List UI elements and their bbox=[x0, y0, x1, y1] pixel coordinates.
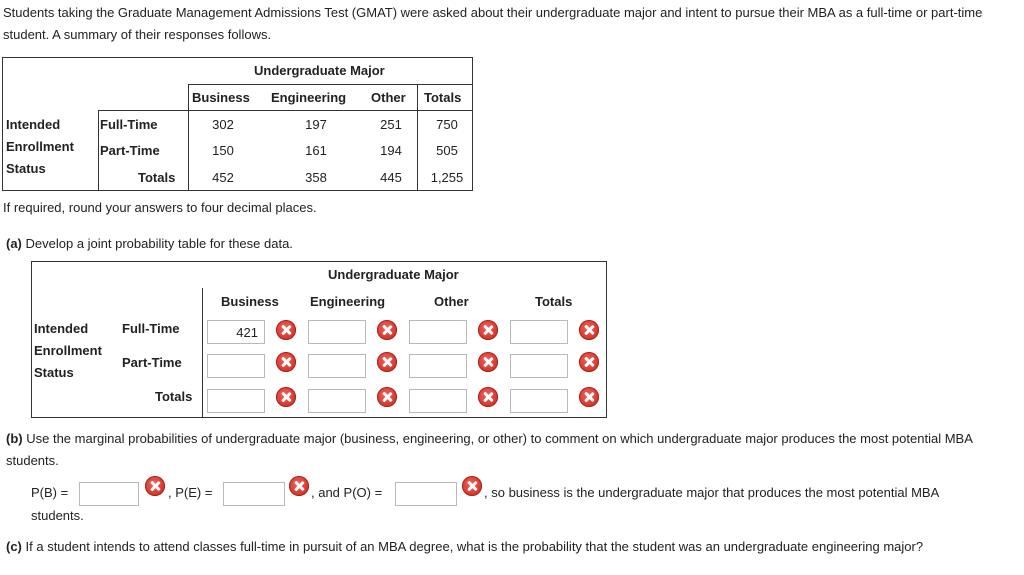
cell-ft-other: 251 bbox=[380, 117, 402, 132]
problem-intro: Students taking the Graduate Management Admissions Test (GMAT) were asked about their undergraduate major and intent to pursue their MBA as a full-time or part-time student. A summary of their responses follows. bbox=[3, 5, 983, 42]
po-label: , and P(O) = bbox=[311, 485, 383, 500]
table2-row-group-enrollment: Enrollment bbox=[34, 343, 102, 358]
rounding-note: If required, round your answers to four decimal places. bbox=[3, 200, 317, 215]
table2-data-left-divider bbox=[202, 288, 203, 418]
part-b-text: Use the marginal probabilities of undergraduate major (business, engineering, or other) to comment on which undergraduate major produces the most potential MBA students. bbox=[6, 431, 973, 468]
row-group-intended: Intended bbox=[6, 117, 61, 132]
pb-label: P(B) = bbox=[31, 485, 69, 500]
incorrect-x-icon bbox=[478, 320, 498, 340]
po-input[interactable] bbox=[395, 482, 457, 506]
table2-row-full-time: Full-Time bbox=[122, 321, 180, 336]
input-tot-business[interactable] bbox=[207, 389, 265, 413]
part-a-prompt bbox=[6, 236, 293, 251]
incorrect-x-icon bbox=[462, 476, 482, 496]
table2-row-part-time: Part-Time bbox=[122, 355, 182, 370]
incorrect-x-icon bbox=[276, 387, 296, 407]
totals-divider bbox=[417, 84, 418, 190]
pb-input[interactable] bbox=[79, 482, 139, 506]
input-ft-business[interactable] bbox=[207, 320, 265, 344]
responses-table bbox=[2, 57, 473, 191]
pe-label: , P(E) = bbox=[168, 485, 213, 500]
header-divider bbox=[189, 84, 472, 85]
row-divider bbox=[98, 110, 472, 111]
incorrect-x-icon bbox=[478, 352, 498, 372]
pb-conclusion-end: students. bbox=[31, 508, 84, 523]
table2-group-header: Undergraduate Major bbox=[328, 267, 459, 282]
row-label-part-time: Part-Time bbox=[100, 143, 160, 158]
table-group-header: Undergraduate Major bbox=[254, 63, 385, 78]
col-header-business: Business bbox=[192, 90, 250, 105]
cell-tot-business: 452 bbox=[212, 170, 234, 185]
cell-tot-other: 445 bbox=[380, 170, 402, 185]
row-label-full-time: Full-Time bbox=[100, 117, 158, 132]
cell-pt-business: 150 bbox=[212, 143, 234, 158]
table2-col-engineering: Engineering bbox=[310, 294, 386, 309]
row-group-status: Status bbox=[6, 161, 46, 176]
cell-tot-engineering: 358 bbox=[305, 170, 327, 185]
input-ft-totals[interactable] bbox=[510, 320, 568, 344]
table2-col-other: Other bbox=[434, 294, 469, 309]
input-pt-engineering[interactable] bbox=[308, 354, 366, 378]
incorrect-x-icon bbox=[377, 352, 397, 372]
input-pt-other[interactable] bbox=[409, 354, 467, 378]
input-tot-engineering[interactable] bbox=[308, 389, 366, 413]
incorrect-x-icon bbox=[579, 387, 599, 407]
input-pt-business[interactable] bbox=[207, 354, 265, 378]
part-a-label: (a) bbox=[6, 236, 22, 251]
incorrect-x-icon bbox=[377, 387, 397, 407]
cell-ft-totals: 750 bbox=[436, 117, 458, 132]
input-ft-other[interactable] bbox=[409, 320, 467, 344]
table2-row-group-intended: Intended bbox=[34, 321, 89, 336]
part-b-label: (b) bbox=[6, 431, 23, 446]
cell-tot-totals: 1,255 bbox=[430, 170, 464, 185]
col-header-engineering: Engineering bbox=[271, 90, 347, 105]
incorrect-x-icon bbox=[478, 387, 498, 407]
table2-col-business: Business bbox=[221, 294, 279, 309]
input-pt-totals[interactable] bbox=[510, 354, 568, 378]
row-label-totals: Totals bbox=[138, 170, 176, 185]
incorrect-x-icon bbox=[145, 476, 165, 496]
col-header-other: Other bbox=[371, 90, 406, 105]
row-label-divider bbox=[98, 110, 99, 190]
cell-pt-other: 194 bbox=[380, 143, 402, 158]
part-c-prompt bbox=[6, 536, 1016, 558]
cell-ft-engineering: 197 bbox=[305, 117, 327, 132]
incorrect-x-icon bbox=[276, 352, 296, 372]
part-c-label: (c) bbox=[6, 539, 22, 554]
pb-conclusion: , so business is the undergraduate major that produces the most potential MBA bbox=[484, 485, 940, 500]
col-header-totals: Totals bbox=[424, 90, 462, 105]
table2-row-totals: Totals bbox=[155, 389, 193, 404]
incorrect-x-icon bbox=[579, 352, 599, 372]
incorrect-x-icon bbox=[579, 320, 599, 340]
part-a-text: Develop a joint probability table for these data. bbox=[25, 236, 293, 251]
part-b-prompt bbox=[6, 428, 1016, 472]
data-left-divider bbox=[188, 84, 189, 190]
incorrect-x-icon bbox=[289, 476, 309, 496]
table2-row-group-status: Status bbox=[34, 365, 74, 380]
input-tot-other[interactable] bbox=[409, 389, 467, 413]
cell-pt-engineering: 161 bbox=[305, 143, 327, 158]
cell-ft-business: 302 bbox=[212, 117, 234, 132]
joint-probability-table bbox=[31, 261, 607, 418]
input-tot-totals[interactable] bbox=[510, 389, 568, 413]
part-c-text: If a student intends to attend classes full-time in pursuit of an MBA degree, what is the probability that the student was an undergraduate engineering major? bbox=[25, 539, 924, 554]
incorrect-x-icon bbox=[276, 320, 296, 340]
table2-col-totals: Totals bbox=[535, 294, 573, 309]
cell-pt-totals: 505 bbox=[436, 143, 458, 158]
input-ft-engineering[interactable] bbox=[308, 320, 366, 344]
row-group-enrollment: Enrollment bbox=[6, 139, 74, 154]
pe-input[interactable] bbox=[223, 482, 285, 506]
incorrect-x-icon bbox=[377, 320, 397, 340]
